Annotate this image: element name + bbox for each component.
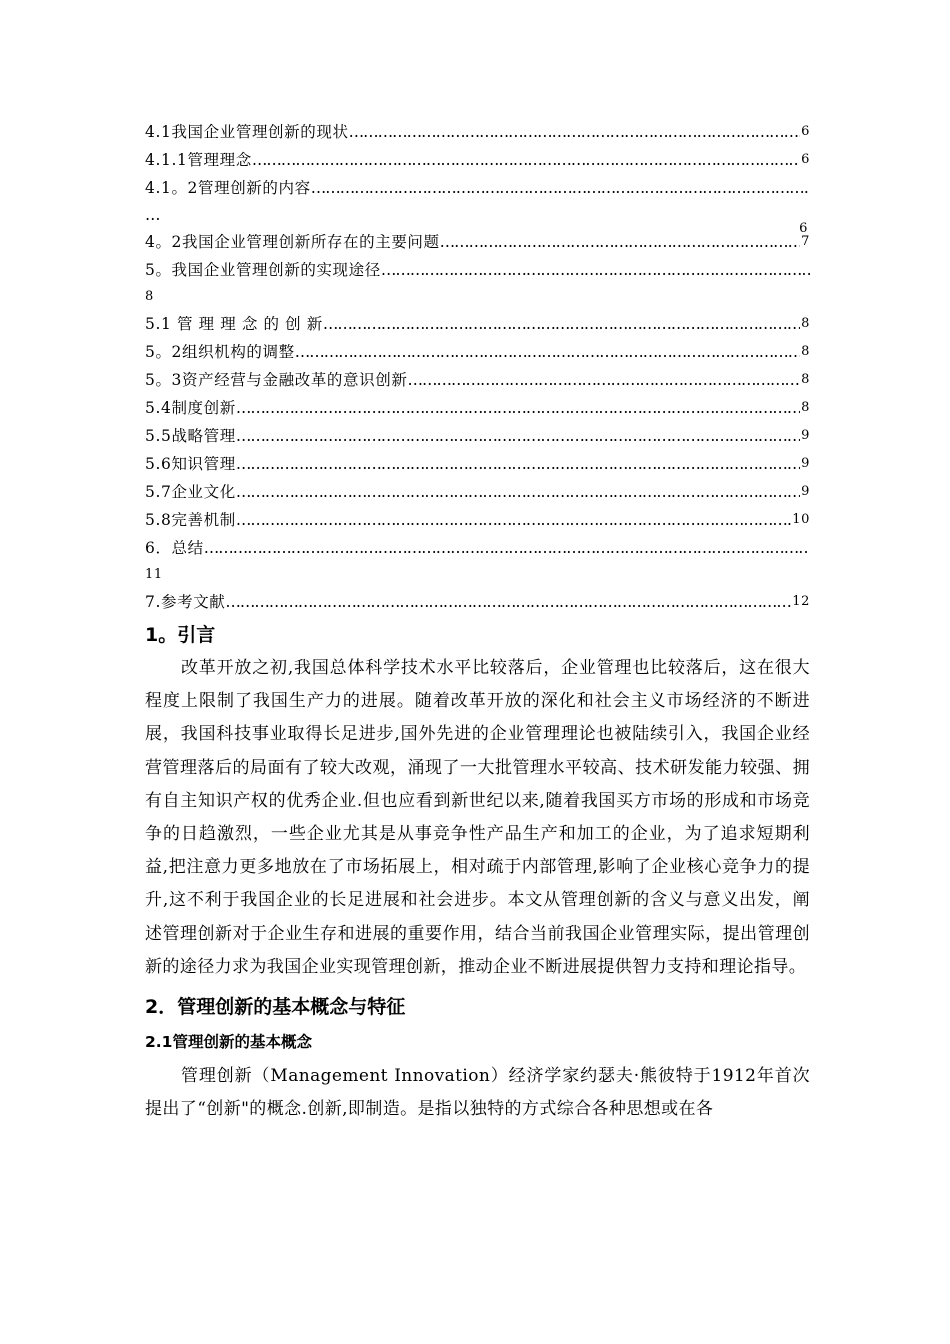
toc-entry[interactable] xyxy=(145,422,810,450)
table-of-contents xyxy=(145,118,810,616)
toc-leader xyxy=(311,174,810,202)
toc-entry-label: 6．总结 xyxy=(145,539,204,557)
toc-entry[interactable] xyxy=(145,588,810,616)
toc-entry-label: 5.6知识管理 xyxy=(145,455,236,473)
toc-leader xyxy=(440,228,801,256)
toc-entry[interactable] xyxy=(145,256,810,310)
toc-entry[interactable] xyxy=(145,506,810,534)
toc-page-number: 11 xyxy=(145,567,163,582)
toc-leader xyxy=(252,146,800,174)
toc-page-number: 12 xyxy=(792,594,810,609)
toc-entry-label: 5.1 管 理 理 念 的 创 新 xyxy=(145,315,323,333)
toc-leader xyxy=(236,506,791,534)
toc-entry-label: 5。2组织机构的调整 xyxy=(145,343,295,361)
toc-entry-label: 4.1.1管理理念 xyxy=(145,151,252,169)
toc-page-number: 9 xyxy=(801,484,810,499)
toc-entry[interactable] xyxy=(145,450,810,478)
body-paragraph: 改革开放之初,我国总体科学技术水平比较落后，企业管理也比较落后，这在很大程度上限制了我国生产力的进展。随着改革开放的深化和社会主义市场经济的不断进展，我国科技事业取得长足进步,国外先进的企业管理理论也被陆续引入，我国企业经营管理落后的局面有了较大改观，涌现了一大批管理水平较高、技术研发能力较强、拥有自主知识产权的优秀企业.但也应看到新世纪以来,随着我国买方市场的形成和市场竞争的日趋激烈，一些企业尤其是从事竞争性产品生产和加工的企业，为了追求短期利益,把注意力更多地放在了市场拓展上，相对疏于内部管理,影响了企业核心竞争力的提升,这不利于我国企业的长足进展和社会进步。本文从管理创新的含义与意义出发，阐述管理创新对于企业生存和进展的重要作用，结合当前我国企业管理实际，提出管理创新的途径力求为我国企业实现管理创新，推动企业不断进展提供智力支持和理论指导。 xyxy=(145,658,810,977)
toc-leader-continuation: … xyxy=(145,206,160,224)
toc-entry[interactable] xyxy=(145,118,810,146)
toc-entry-label: 4.1。2管理创新的内容 xyxy=(145,179,311,197)
toc-leader xyxy=(204,534,810,562)
toc-entry-label: 5.8完善机制 xyxy=(145,511,236,529)
toc-leader xyxy=(295,338,800,366)
toc-entry[interactable] xyxy=(145,338,810,366)
toc-page-number: 7 xyxy=(801,234,810,249)
toc-entry-label: 5。3资产经营与金融改革的意识创新 xyxy=(145,371,408,389)
toc-page-number: 6 xyxy=(799,221,808,236)
toc-entry-label: 4。2我国企业管理创新所存在的主要问题 xyxy=(145,233,440,251)
toc-page-number: 8 xyxy=(801,316,810,331)
toc-entry[interactable] xyxy=(145,146,810,174)
body-paragraph: 管理创新（Management Innovation）经济学家约瑟夫·熊彼特于1912年首次提出了“创新"的概念.创新,即制造。是指以独特的方式综合各种思想或在各 xyxy=(145,1066,810,1120)
toc-entry-label: 7.参考文献 xyxy=(145,593,226,611)
toc-page-number: 9 xyxy=(801,428,810,443)
toc-leader xyxy=(225,588,791,616)
toc-leader xyxy=(407,366,800,394)
section-heading: 2．管理创新的基本概念与特征 xyxy=(145,996,406,1019)
toc-leader xyxy=(349,118,801,146)
toc-leader xyxy=(236,450,800,478)
toc-page-number: 8 xyxy=(801,372,810,387)
toc-entry-label: 5。我国企业管理创新的实现途径 xyxy=(145,261,381,279)
toc-entry-label: 4.1我国企业管理创新的现状 xyxy=(145,123,349,141)
toc-leader xyxy=(236,422,800,450)
toc-leader xyxy=(236,394,800,422)
section-heading: 1。引言 xyxy=(145,624,216,646)
toc-leader xyxy=(236,478,800,506)
toc-page-number: 9 xyxy=(801,456,810,471)
toc-page-number: 8 xyxy=(801,400,810,415)
toc-page-number: 6 xyxy=(801,152,810,167)
toc-entry[interactable] xyxy=(145,366,810,394)
document-page xyxy=(145,118,810,1126)
toc-entry-label: 5.7企业文化 xyxy=(145,483,236,501)
toc-page-number: 6 xyxy=(801,124,810,139)
toc-page-number: 8 xyxy=(801,344,810,359)
toc-page-number: 8 xyxy=(145,289,154,304)
toc-entry-label: 5.4制度创新 xyxy=(145,399,236,417)
toc-entry[interactable] xyxy=(145,174,810,236)
toc-leader xyxy=(381,256,810,284)
toc-entry[interactable] xyxy=(145,228,810,256)
toc-entry[interactable] xyxy=(145,394,810,422)
toc-entry[interactable] xyxy=(145,534,810,588)
toc-entry-label: 5.5战略管理 xyxy=(145,427,236,445)
toc-page-number: 10 xyxy=(792,512,810,527)
subsection-heading: 2.1管理创新的基本概念 xyxy=(145,1033,312,1052)
toc-leader xyxy=(323,310,800,338)
toc-entry[interactable] xyxy=(145,478,810,506)
toc-entry[interactable] xyxy=(145,310,810,338)
